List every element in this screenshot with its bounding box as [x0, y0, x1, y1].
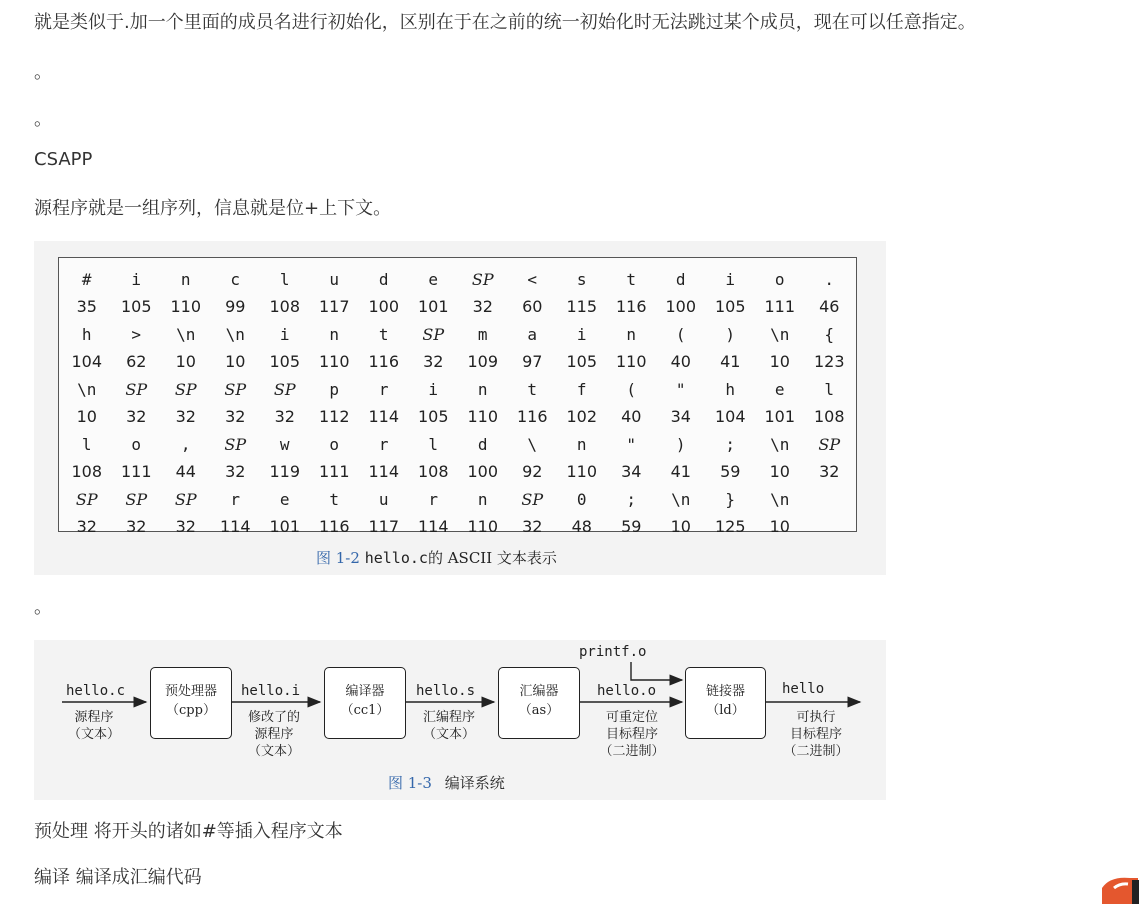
ascii-char-cell: t: [626, 270, 637, 289]
paragraph-designated-init: 就是类似于.加一个里面的成员名进行初始化，区别在于在之前的统一初始化时无法跳过某个成员，现在可以任意指定。: [34, 12, 976, 33]
ascii-char-cell: m: [477, 325, 488, 344]
ascii-char-cell: c: [230, 270, 241, 289]
ascii-code-cell: 32: [472, 297, 493, 316]
ascii-char-cell: e: [428, 270, 439, 289]
ascii-code-cell: 105: [566, 352, 598, 371]
ascii-char-cell: (: [626, 380, 637, 399]
ascii-code-cell: 104: [714, 407, 746, 426]
ascii-code-cell: 108: [71, 462, 103, 481]
label-hello-c-desc: 源程序 （文本）: [67, 710, 120, 742]
label-hello-o: hello.o: [597, 683, 657, 699]
ascii-code-cell: [805, 513, 855, 541]
ascii-code-cell: 59: [720, 462, 741, 481]
ascii-code-cell: 101: [764, 407, 796, 426]
ascii-char-cell: t: [378, 325, 389, 344]
ascii-code-cell: 105: [417, 407, 449, 426]
ascii-char-cell: o: [329, 435, 340, 454]
ascii-char-cell: p: [329, 380, 340, 399]
caption-number: 图 1-2: [316, 549, 360, 567]
ascii-char-cell: ": [626, 435, 637, 454]
ascii-code-cell: 32: [175, 517, 196, 536]
label-hello-i: hello.i: [241, 683, 301, 699]
ascii-char-cell: \n: [671, 490, 691, 509]
ascii-char-cell: i: [279, 325, 290, 344]
ascii-code-cell: 111: [120, 462, 152, 481]
ascii-code-cell: 114: [417, 517, 449, 536]
figure-caption: [388, 772, 505, 793]
paragraph-csapp: CSAPP: [34, 149, 93, 170]
ascii-char-cell: h: [81, 325, 92, 344]
label-hello-o-desc: 可重定位 目标程序 （二进制）: [599, 710, 665, 759]
ascii-code-cell: 123: [813, 352, 845, 371]
ascii-char-cell: 0: [576, 490, 587, 509]
ascii-char-cell: {: [824, 325, 835, 344]
ascii-char-cell: \n: [770, 490, 790, 509]
box-compiler: 编译器 （cc1）: [324, 667, 406, 739]
ascii-code-cell: 32: [225, 407, 246, 426]
ascii-code-cell: 41: [670, 462, 691, 481]
ascii-char-cell: n: [576, 435, 587, 454]
ascii-code-cell: 41: [720, 352, 741, 371]
ascii-char-cell: ): [725, 325, 736, 344]
csdn-logo-icon[interactable]: [1096, 874, 1139, 904]
label-hello: hello: [782, 681, 825, 697]
ascii-code-cell: 108: [813, 407, 845, 426]
ascii-code-cell: 117: [368, 517, 400, 536]
ascii-char-cell: n: [477, 380, 488, 399]
ascii-char-cell: o: [131, 435, 142, 454]
ascii-char-cell: l: [81, 435, 92, 454]
ascii-code-cell: 10: [175, 352, 196, 371]
ascii-code-cell: 35: [76, 297, 97, 316]
ascii-char-cell: n: [180, 270, 191, 289]
ascii-char-cell: <: [527, 270, 538, 289]
ascii-char-cell: d: [477, 435, 488, 454]
caption-text: 编译系统: [444, 774, 505, 792]
label-hello-c: hello.c: [66, 683, 126, 699]
ascii-char-cell: SP: [521, 490, 544, 509]
paragraph-period: 。: [34, 62, 52, 83]
caption-code: hello.c: [364, 549, 428, 567]
ascii-code-cell: 116: [615, 297, 647, 316]
ascii-code-cell: 110: [566, 462, 598, 481]
ascii-code-cell: 62: [126, 352, 147, 371]
ascii-char-cell: l: [428, 435, 439, 454]
ascii-code-cell: 110: [318, 352, 350, 371]
ascii-char-cell: ;: [626, 490, 637, 509]
ascii-char-cell: r: [378, 435, 389, 454]
ascii-code-cell: 108: [269, 297, 301, 316]
ascii-char-cell: s: [576, 270, 587, 289]
paragraph-period: 。: [34, 597, 52, 618]
ascii-char-cell: (: [675, 325, 686, 344]
ascii-code-cell: 34: [621, 462, 642, 481]
label-printf-o: printf.o: [579, 644, 647, 660]
ascii-code-cell: 109: [467, 352, 499, 371]
ascii-code-cell: 102: [566, 407, 598, 426]
ascii-char-cell: d: [675, 270, 686, 289]
ascii-char-cell: i: [576, 325, 587, 344]
ascii-char-cell: ): [675, 435, 686, 454]
ascii-code-cell: 32: [76, 517, 97, 536]
ascii-code-cell: 119: [269, 462, 301, 481]
ascii-code-cell: 116: [318, 517, 350, 536]
ascii-char-cell: d: [378, 270, 389, 289]
ascii-code-cell: 101: [269, 517, 301, 536]
ascii-char-cell: SP: [174, 380, 197, 399]
ascii-code-cell: 110: [170, 297, 202, 316]
ascii-char-cell: SP: [818, 435, 841, 454]
ascii-code-cell: 125: [714, 517, 746, 536]
ascii-code-cell: 46: [819, 297, 840, 316]
ascii-char-cell: SP: [125, 380, 148, 399]
ascii-char-cell: SP: [224, 435, 247, 454]
ascii-char-cell: u: [378, 490, 389, 509]
ascii-code-cell: 100: [467, 462, 499, 481]
ascii-code-cell: 114: [219, 517, 251, 536]
box-linker: 链接器 （ld）: [685, 667, 766, 739]
ascii-table-frame: [58, 257, 857, 536]
ascii-char-cell: r: [428, 490, 439, 509]
ascii-code-cell: 32: [522, 517, 543, 536]
ascii-char-cell: r: [378, 380, 389, 399]
paragraph-preprocess: 预处理 将开头的诸如#等插入程序文本: [34, 821, 343, 842]
ascii-code-cell: 32: [819, 462, 840, 481]
ascii-code-cell: 101: [417, 297, 449, 316]
ascii-char-cell: \: [527, 435, 538, 454]
ascii-char-cell: SP: [422, 325, 445, 344]
ascii-code-cell: 44: [175, 462, 196, 481]
ascii-code-cell: 114: [368, 462, 400, 481]
ascii-char-cell: >: [131, 325, 142, 344]
ascii-char-cell: SP: [75, 490, 98, 509]
ascii-code-cell: 32: [175, 407, 196, 426]
ascii-code-cell: 108: [417, 462, 449, 481]
ascii-char-cell: o: [774, 270, 785, 289]
ascii-code-cell: 105: [269, 352, 301, 371]
ascii-code-cell: 100: [368, 297, 400, 316]
ascii-code-cell: 32: [126, 517, 147, 536]
ascii-code-cell: 110: [615, 352, 647, 371]
ascii-code-cell: 59: [621, 517, 642, 536]
ascii-table: [62, 266, 854, 541]
ascii-char-cell: n: [626, 325, 637, 344]
caption-number: 图 1-3: [388, 774, 432, 792]
ascii-char-cell: \n: [77, 380, 97, 399]
ascii-code-cell: 116: [368, 352, 400, 371]
ascii-char-cell: #: [81, 270, 92, 289]
ascii-char-cell: l: [824, 380, 835, 399]
ascii-code-cell: 32: [274, 407, 295, 426]
figure-compilation-system: [34, 640, 886, 800]
ascii-code-cell: 10: [769, 517, 790, 536]
ascii-char-cell: \n: [770, 325, 790, 344]
ascii-char-cell: r: [230, 490, 241, 509]
ascii-code-cell: 40: [670, 352, 691, 371]
ascii-code-cell: 116: [516, 407, 548, 426]
ascii-code-cell: 60: [522, 297, 543, 316]
ascii-code-cell: 10: [769, 462, 790, 481]
caption-text: 的 ASCII 文本表示: [427, 549, 557, 567]
paragraph-period: 。: [34, 109, 52, 130]
ascii-char-cell: i: [428, 380, 439, 399]
ascii-code-cell: 32: [225, 462, 246, 481]
ascii-code-cell: 117: [318, 297, 350, 316]
ascii-char-cell: n: [329, 325, 340, 344]
ascii-char-cell: e: [279, 490, 290, 509]
ascii-code-cell: 10: [670, 517, 691, 536]
ascii-code-cell: 100: [665, 297, 697, 316]
ascii-char-cell: .: [824, 270, 835, 289]
ascii-code-cell: 105: [120, 297, 152, 316]
ascii-code-cell: 99: [225, 297, 246, 316]
ascii-code-cell: 10: [76, 407, 97, 426]
label-hello-desc: 可执行 目标程序 （二进制）: [783, 710, 849, 759]
ascii-char-cell: \n: [176, 325, 196, 344]
ascii-code-cell: 111: [764, 297, 796, 316]
label-hello-s-desc: 汇编程序 （文本）: [422, 710, 475, 742]
ascii-char-cell: w: [279, 435, 290, 454]
ascii-code-cell: 114: [368, 407, 400, 426]
ascii-char-cell: t: [527, 380, 538, 399]
ascii-char-cell: ;: [725, 435, 736, 454]
ascii-char-cell: h: [725, 380, 736, 399]
ascii-code-cell: 10: [225, 352, 246, 371]
label-hello-i-desc: 修改了的 源程序 （文本）: [247, 710, 300, 759]
ascii-code-cell: 32: [126, 407, 147, 426]
paragraph-source-program: 源程序就是一组序列，信息就是位+上下文。: [34, 198, 392, 219]
box-preprocessor: 预处理器 （cpp）: [150, 667, 232, 739]
figure-caption: [316, 547, 557, 568]
label-hello-s: hello.s: [416, 683, 476, 699]
ascii-char-cell: n: [477, 490, 488, 509]
ascii-char-cell: t: [329, 490, 340, 509]
ascii-char-cell: \n: [770, 435, 790, 454]
ascii-char-cell: SP: [224, 380, 247, 399]
ascii-code-cell: 115: [566, 297, 598, 316]
ascii-char-cell: i: [725, 270, 736, 289]
ascii-char-cell: e: [774, 380, 785, 399]
ascii-char-cell: }: [725, 490, 736, 509]
figure-ascii-table: [34, 241, 886, 575]
ascii-code-cell: 110: [467, 407, 499, 426]
ascii-char-cell: SP: [273, 380, 296, 399]
ascii-code-cell: 10: [769, 352, 790, 371]
ascii-char-cell: i: [131, 270, 142, 289]
ascii-char-cell: l: [279, 270, 290, 289]
ascii-code-cell: 40: [621, 407, 642, 426]
ascii-char-cell: ,: [180, 435, 191, 454]
ascii-code-cell: 105: [714, 297, 746, 316]
ascii-char-cell: a: [527, 325, 538, 344]
ascii-char-cell: f: [576, 380, 587, 399]
ascii-code-cell: 111: [318, 462, 350, 481]
arrow-printf-o: [631, 662, 682, 680]
ascii-code-cell: 112: [318, 407, 350, 426]
ascii-code-cell: 110: [467, 517, 499, 536]
ascii-code-cell: 48: [571, 517, 592, 536]
ascii-char-cell: \n: [225, 325, 245, 344]
ascii-code-cell: 32: [423, 352, 444, 371]
ascii-code-cell: 92: [522, 462, 543, 481]
ascii-char-cell: u: [329, 270, 340, 289]
ascii-code-cell: 97: [522, 352, 543, 371]
ascii-code-cell: 34: [670, 407, 691, 426]
ascii-char-cell: [805, 486, 855, 513]
ascii-char-cell: SP: [174, 490, 197, 509]
ascii-code-cell: 104: [71, 352, 103, 371]
ascii-char-cell: SP: [471, 270, 494, 289]
box-assembler: 汇编器 （as）: [498, 667, 580, 739]
paragraph-compile: 编译 编译成汇编代码: [34, 867, 202, 888]
ascii-char-cell: SP: [125, 490, 148, 509]
ascii-char-cell: ": [675, 380, 686, 399]
